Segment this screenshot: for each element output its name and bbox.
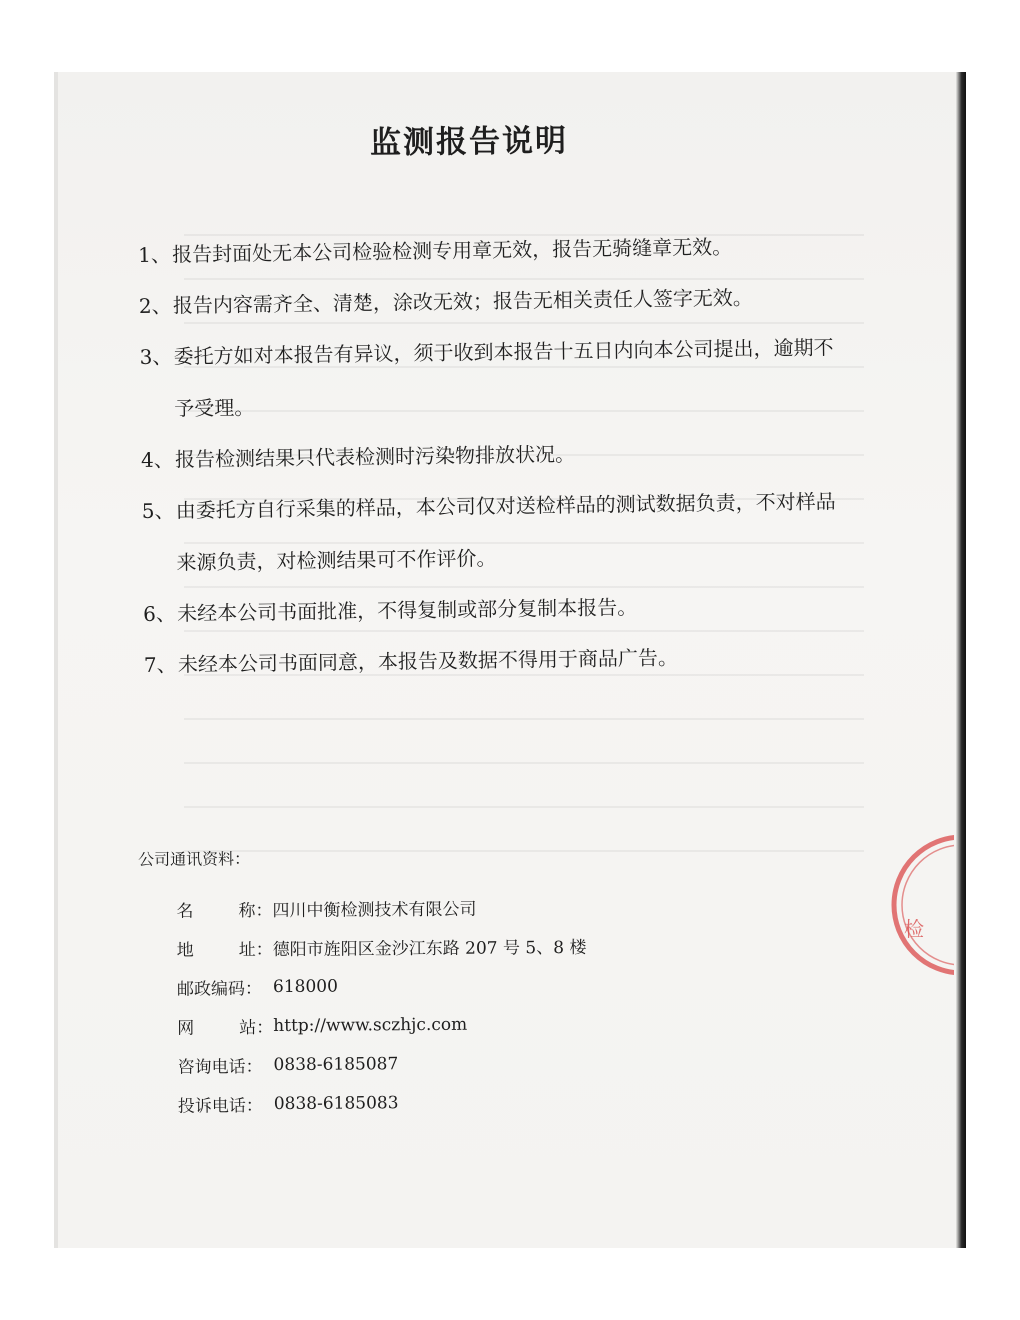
contact-row-website	[139, 1003, 759, 1046]
note-number: 7、	[143, 652, 177, 677]
contact-heading: 公司通讯资料：	[138, 849, 251, 869]
note-item	[139, 334, 840, 422]
note-number: 4、	[140, 447, 174, 472]
note-text: 报告检测结果只代表检测时污染物排放状况。	[174, 441, 576, 472]
company-postcode: 618000	[272, 976, 338, 997]
seal-ring	[894, 837, 954, 973]
note-number: 1、	[138, 242, 172, 267]
seal-character: 检	[904, 917, 924, 941]
note-text: 委托方如对本报告有异议，须于收到本报告十五日内向本公司提出，逾期不予受理。	[173, 335, 834, 421]
contact-row-name	[138, 886, 758, 929]
company-website: http://www.sczhjc.com	[273, 1014, 468, 1036]
page-left-edge	[54, 72, 58, 1248]
company-complaint-phone: 0838-6185083	[273, 1092, 399, 1114]
notes-list	[138, 232, 844, 703]
note-text: 未经本公司书面同意，本报告及数据不得用于商品广告。	[177, 645, 679, 677]
note-text: 由委托方自行采集的样品，本公司仅对送检样品的测试数据负责，不对样品来源负责，对检测结果可不作评价。	[175, 489, 836, 575]
note-text: 未经本公司书面批准，不得复制或部分复制本报告。	[177, 595, 638, 626]
note-item	[138, 232, 838, 268]
contact-row-address	[139, 925, 759, 968]
contact-label-complaint: 投诉电话：	[177, 1096, 263, 1117]
note-number: 5、	[141, 498, 175, 523]
note-item	[143, 591, 843, 627]
scan-shadow-edge	[956, 72, 966, 1248]
contact-label-address: 地 址：	[176, 940, 273, 961]
contact-label-hotline: 咨询电话：	[177, 1057, 263, 1078]
document-page	[54, 72, 966, 1248]
contact-row-complaint	[140, 1081, 760, 1124]
contact-section	[138, 843, 760, 1124]
note-text: 报告内容需齐全、清楚，涂改无效；报告无相关责任人签字无效。	[172, 285, 754, 318]
contact-label-website: 网 站：	[177, 1018, 274, 1039]
company-hotline: 0838-6185087	[273, 1053, 399, 1075]
company-address: 德阳市旌阳区金沙江东路 207 号 5、8 楼	[272, 937, 587, 961]
page-title: 监测报告说明	[369, 122, 569, 162]
contact-label-name: 名 称：	[176, 901, 273, 922]
note-number: 2、	[138, 293, 172, 318]
partial-seal-stamp	[882, 830, 954, 980]
note-item	[142, 488, 843, 576]
contact-row-postcode	[139, 964, 759, 1007]
note-item	[141, 437, 841, 473]
note-text: 报告封面处无本公司检验检测专用章无效，报告无骑缝章无效。	[172, 234, 733, 267]
company-name: 四川中衡检测技术有限公司	[272, 899, 477, 922]
seal-stamp-graphic	[882, 830, 954, 980]
note-number: 3、	[139, 344, 173, 369]
note-item	[139, 283, 839, 319]
contact-row-hotline	[139, 1042, 759, 1085]
note-number: 6、	[143, 601, 177, 626]
contact-label-postcode: 邮政编码：	[176, 979, 263, 1000]
note-item	[144, 642, 844, 678]
